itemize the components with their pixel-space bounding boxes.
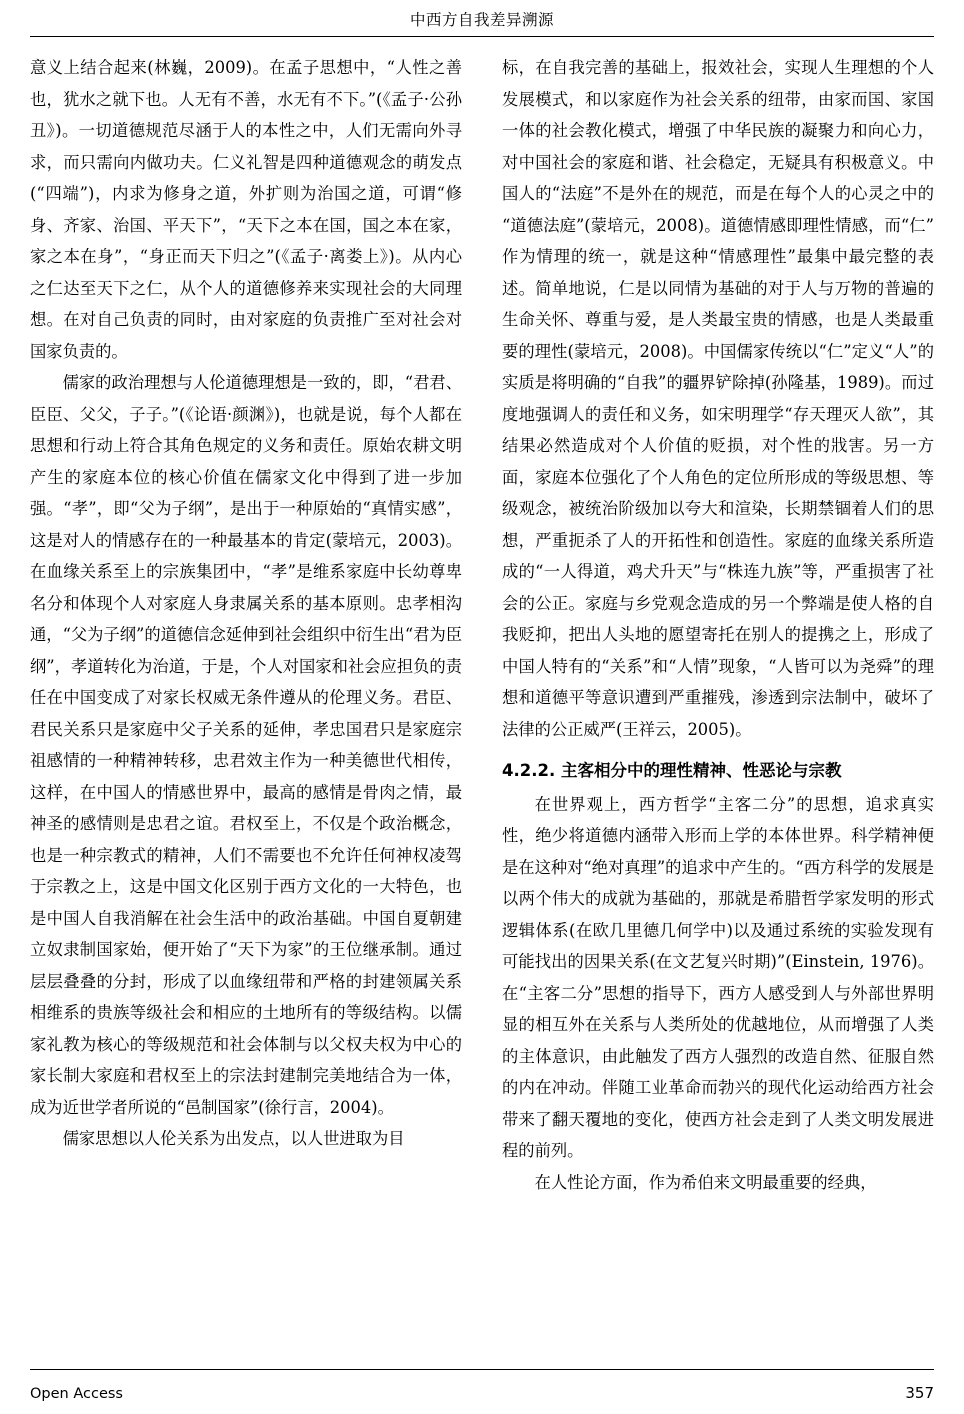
paragraph: 在人性论方面，作为希伯来文明最重要的经典，	[534, 1172, 877, 1192]
paragraph: 标，在自我完善的基础上，报效社会，实现人生理想的个人发展模式，和以家庭作为社会关系的纽带，由家而国、家国一体的社会教化模式，增强了中华民族的凝聚力和向心力，对中国社会的家庭和谐、社会稳定，无疑具有积极意义。中国人的“法庭”不是外在的规范，而是在每个人的心灵之中的“道德法庭”(蒙培元，2008)。道德情感即理性情感，而“仁”作为情理的统一，就是这种“情感理性”最集中最完整的表述。简单地说，仁是以同情为基础的对于人与万物的普遍的生命关怀、尊重与爱，是人类最宝贵的情感，也是人类最重要的理性(蒙培元，2008)。中国儒家传统以“仁”定义“人”的实质是将明确的“自我”的疆界铲除掉(孙隆基，1989)。而过度地强调人的责任和义务，如宋明理学“存天理灭人欲”，其结果必然造成对个人价值的贬损，对个性的戕害。另一方面，家庭本位强化了个人角色的定位所形成的等级思想、等级观念，被统治阶级加以夸大和渲染，长期禁锢着人们的思想，严重扼杀了人的开拓性和创造性。家庭的血缘关系所造成的“一人得道，鸡犬升天”与“株连九族”等，严重损害了社会的公正。家庭与乡党观念造成的另一个弊端是使人格的自我贬抑，把出人头地的愿望寄托在别人的提携之上，形成了中国人特有的“关系”和“人情”现象，“人皆可以为尧舜”的理想和道德平等意识遭到严重摧残，渗透到宗法制中，破坏了法律的公正威严(王祥云，2005)。	[502, 58, 934, 739]
section-number: 4.2.2.	[502, 761, 556, 780]
paragraph: 在世界观上，西方哲学“主客二分”的思想，追求真实性，绝少将道德内涵带入形而上学的本体世界。科学精神便是在这种对“绝对真理”的追求中产生的。“西方科学的发展是以两个伟大的成就为基础的，那就是希腊哲学家发明的形式逻辑体系(在欧几里德几何学中)以及通过系统的实验发现有可能找出的因果关系(在文艺复兴时期)”(Einstein, 1976)。在“主客二分”思想的指导下，西方人感受到人与外部世界明显的相互外在关系与人类所处的优越地位，从而增强了人类的主体意识，由此触发了西方人强烈的改造自然、征服自然的内在冲动。伴随工业革命而勃兴的现代化运动给西方社会带来了翻天覆地的变化，使西方社会走到了人类文明发展进程的前列。	[502, 794, 935, 1160]
left-column	[30, 52, 462, 1352]
header-divider	[30, 36, 934, 37]
paragraph: 儒家的政治理想与人伦道德理想是一致的，即，“君君、臣臣、父父，子子。”(《论语·颜渊》)，也就是说，每个人都在思想和行动上符合其角色规定的义务和责任。原始农耕文明产生的家庭本位的核心价值在儒家文化中得到了进一步加强。“孝”，即“父为子纲”，是出于一种原始的“真情实感”，这是对人的情感存在的一种最基本的肯定(蒙培元，2003)。在血缘关系至上的宗族集团中，“孝”是维系家庭中长幼尊卑名分和体现个人对家庭人身隶属关系的基本原则。忠孝相沟通，“父为子纲”的道德信念延伸到社会组织中衍生出“君为臣纲”，孝道转化为治道，于是，个人对国家和社会应担负的责任在中国变成了对家长权威无条件遵从的伦理义务。君臣、君民关系只是家庭中父子关系的延伸，孝忠国君只是家庭宗祖感情的一种精神转移，忠君效主作为一种美德世代相传，这样，在中国人的情感世界中，最高的感情是骨肉之情，最神圣的感情则是忠君之谊。君权至上，不仅是个政治概念，也是一种宗教式的精神，人们不需要也不允许任何神权凌驾于宗教之上，这是中国文化区别于西方文化的一大特色，也是中国人自我消解在社会生活中的政治基础。中国自夏朝建立奴隶制国家始，便开始了“天下为家”的王位继承制。通过层层叠叠的分封，形成了以血缘纽带和严格的封建领属关系相维系的贵族等级社会和相应的土地所有的等级结构。以儒家礼教为核心的等级规范和社会体制与以父权夫权为中心的家长制大家庭和君权至上的宗法封建制完美地结合为一体，成为近世学者所说的“邑制国家”(徐行言，2004)。	[30, 373, 463, 1117]
open-access-label: Open Access	[30, 1386, 123, 1402]
page-number: 357	[905, 1384, 934, 1402]
paragraph: 儒家思想以人伦关系为出发点，以人世进取为目	[62, 1129, 405, 1148]
running-head: 中西方自我差异溯源	[409, 11, 554, 29]
page-footer	[30, 1384, 934, 1402]
two-column-body	[30, 52, 934, 1352]
footer-divider	[30, 1369, 934, 1370]
section-title: 主客相分中的理性精神、性恶论与宗教	[561, 761, 842, 780]
right-column	[502, 52, 934, 1352]
section-heading	[502, 755, 934, 787]
paragraph: 意义上结合起来(林巍，2009)。在孟子思想中，“人性之善也，犹水之就下也。人无有不善，水无有不下。”(《孟子·公孙丑》)。一切道德规范尽涵于人的本性之中，人们无需向外寻求，而只需向内做功夫。仁义礼智是四种道德观念的萌发点(“四端”)，内求为修身之道，外扩则为治国之道，可谓“修身、齐家、治国、平天下”，“天下之本在国，国之本在家，家之本在身”，“身正而天下归之”(《孟子·离娄上》)。从内心之仁达至天下之仁，从个人的道德修养来实现社会的大同理想。在对自己负责的同时，由对家庭的负责推广至对社会对国家负责的。	[30, 58, 462, 361]
